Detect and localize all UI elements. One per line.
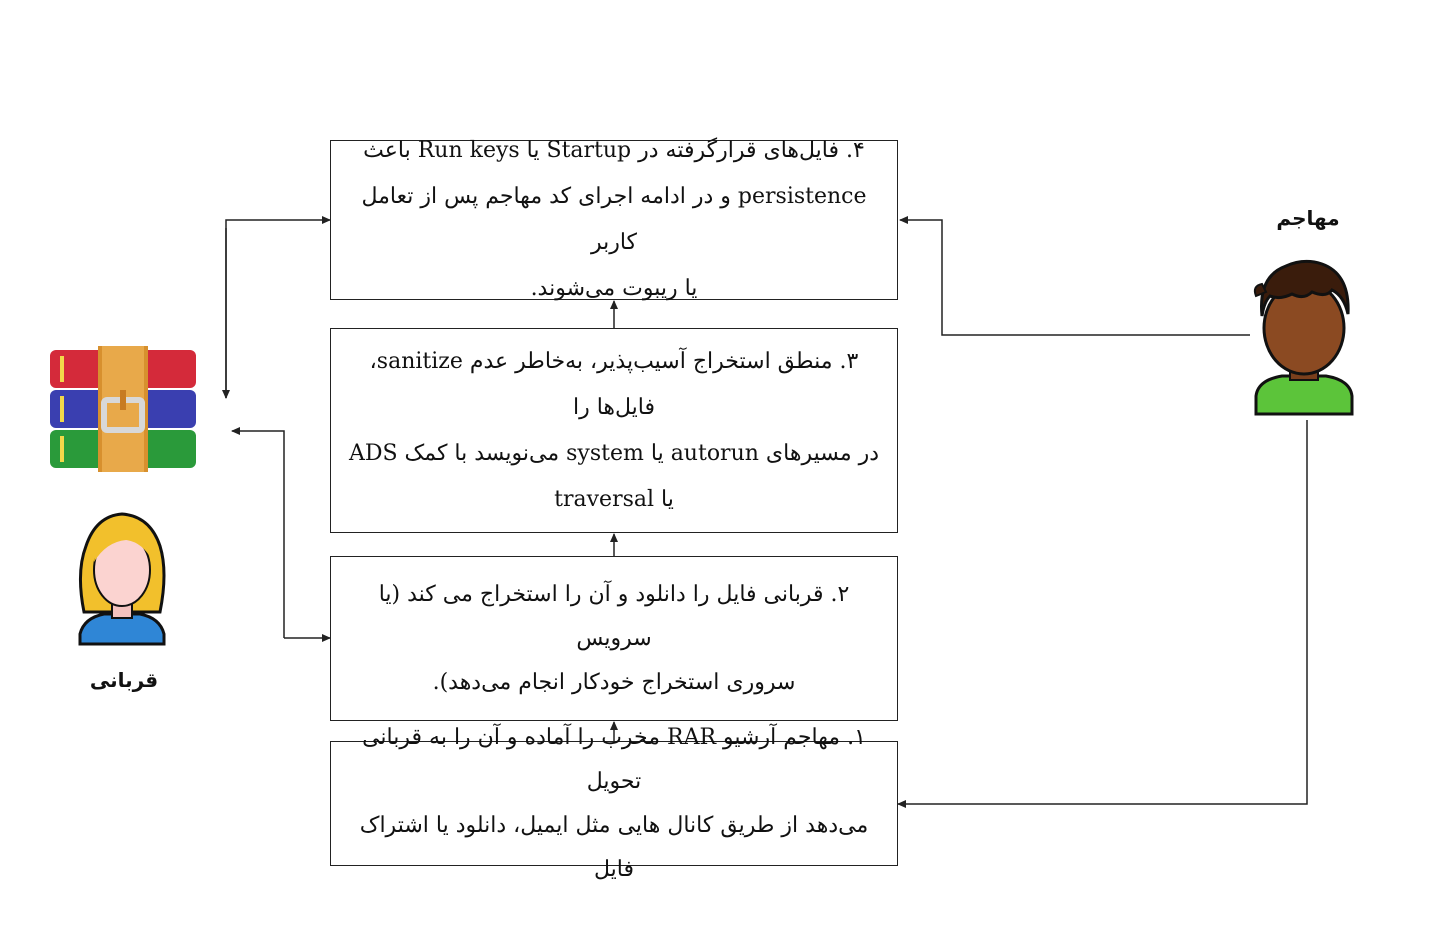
step3-line1: ۳. منطق استخراج آسیب‌پذیر، به‌خاطر عدم sanitize، فایل‌ها را <box>369 348 859 420</box>
step2-line2: سروری استخراج خودکار انجام می‌دهد). <box>432 669 796 695</box>
step1-box <box>330 724 898 882</box>
step2-line1: ۲. قربانی فایل را دانلود و آن را استخراج می کند (یا سرویس <box>378 581 850 651</box>
step1-line2: می‌دهد از طریق کانال هایی مثل ایمیل، دانلود یا اشتراک فایل <box>359 812 869 882</box>
attacker-label: مهاجم <box>1276 206 1340 230</box>
step3-line2: در مسیرهای autorun یا system می‌نویسد با کمک ADS <box>348 440 880 466</box>
step3-box <box>330 328 898 533</box>
victim-avatar-icon <box>76 512 168 648</box>
step4-line2: persistence و در ادامه اجرای کد مهاجم پس از تعامل کاربر <box>361 184 867 255</box>
arrow-step4-link <box>226 220 330 398</box>
arrow-step2-to-archive <box>232 431 284 638</box>
step2-box <box>330 556 898 721</box>
attacker-avatar-icon <box>1252 256 1356 418</box>
step4-line1: ۴. فایل‌های قرارگرفته در Startup یا Run keys باعث <box>363 138 865 163</box>
step4-line3: یا ریبوت می‌شوند. <box>530 276 698 301</box>
arrow-attacker-to-step1 <box>898 420 1307 804</box>
step1-line1: ۱. مهاجم آرشیو RAR مخرب را آماده و آن را به قربانی تحویل <box>362 724 866 794</box>
arrow-attacker-to-step4 <box>900 220 1250 335</box>
step4-box <box>330 140 898 300</box>
step3-line3: یا traversal <box>554 486 674 512</box>
winrar-archive-icon <box>48 346 198 472</box>
victim-label: قربانی <box>89 668 159 692</box>
